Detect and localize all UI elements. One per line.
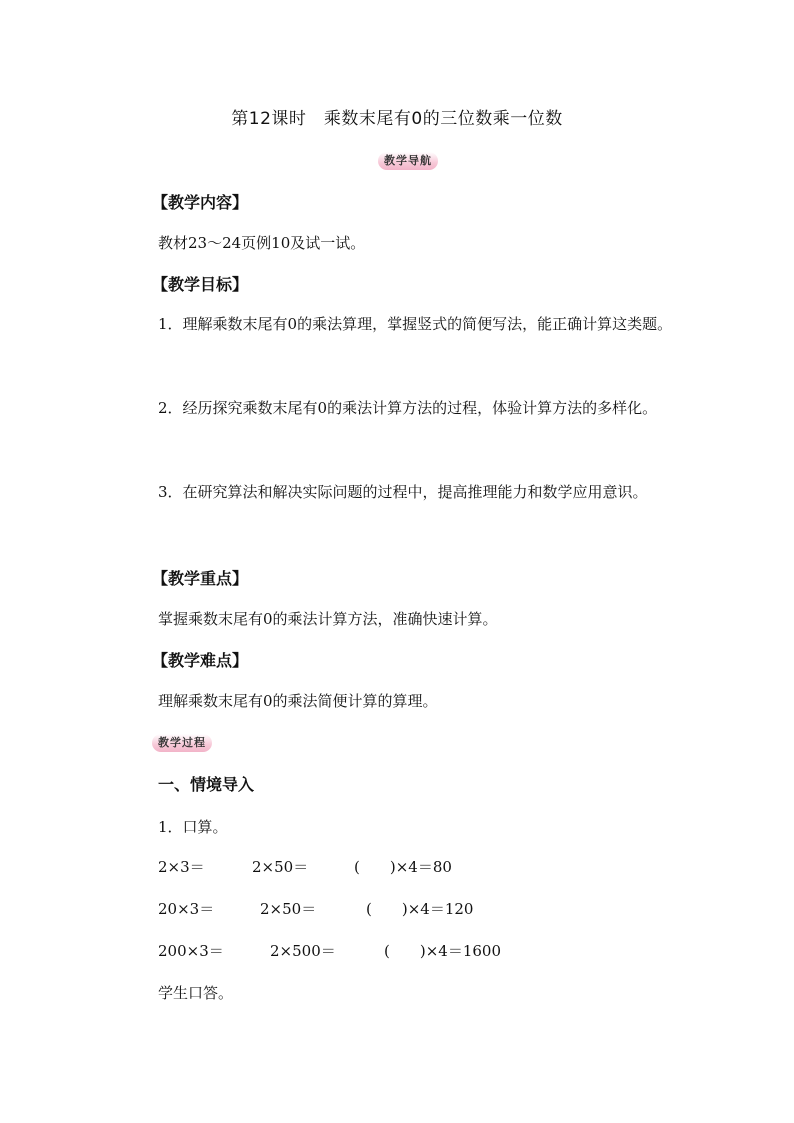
section1-heading: 一、情境导入	[158, 775, 255, 794]
content-text: 教材23～24页例10及试一试。	[158, 234, 366, 252]
answer-text: 学生口答。	[158, 984, 234, 1002]
calc-cell: ( )×4＝80	[354, 858, 452, 876]
guide-badge: 教学导航	[378, 152, 438, 170]
calc-cell: 2×50＝	[252, 858, 309, 876]
difficult-point-text: 理解乘数末尾有0的乘法简便计算的算理。	[158, 692, 438, 710]
calc-cell: 2×50＝	[260, 900, 317, 918]
difficult-point-heading: 【教学难点】	[152, 651, 249, 670]
calc-row-1	[158, 856, 452, 877]
calc-cell: 200×3＝	[158, 942, 224, 960]
goal-item-1: 1．理解乘数末尾有0的乘法算理，掌握竖式的简便写法，能正确计算这类题。	[158, 315, 673, 333]
calc-cell: ( )×4＝1600	[384, 942, 501, 960]
calc-cell: ( )×4＝120	[366, 900, 474, 918]
content-heading: 【教学内容】	[152, 193, 249, 212]
key-point-heading: 【教学重点】	[152, 569, 249, 588]
calc-cell: 20×3＝	[158, 900, 215, 918]
calc-row-2	[158, 898, 473, 919]
calc-cell: 2×500＝	[270, 942, 336, 960]
goals-heading: 【教学目标】	[152, 275, 249, 294]
process-badge: 教学过程	[152, 734, 212, 752]
key-point-text: 掌握乘数末尾有0的乘法计算方法，准确快速计算。	[158, 610, 498, 628]
calc-row-3	[158, 940, 501, 961]
calc-cell: 2×3＝	[158, 858, 205, 876]
goal-item-3: 3．在研究算法和解决实际问题的过程中，提高推理能力和数学应用意识。	[158, 483, 648, 501]
oral-calc-item: 1．口算。	[158, 818, 228, 836]
goal-item-2: 2．经历探究乘数末尾有0的乘法计算方法的过程，体验计算方法的多样化。	[158, 399, 658, 417]
lesson-title: 第12课时 乘数末尾有0的三位数乘一位数	[231, 109, 563, 129]
